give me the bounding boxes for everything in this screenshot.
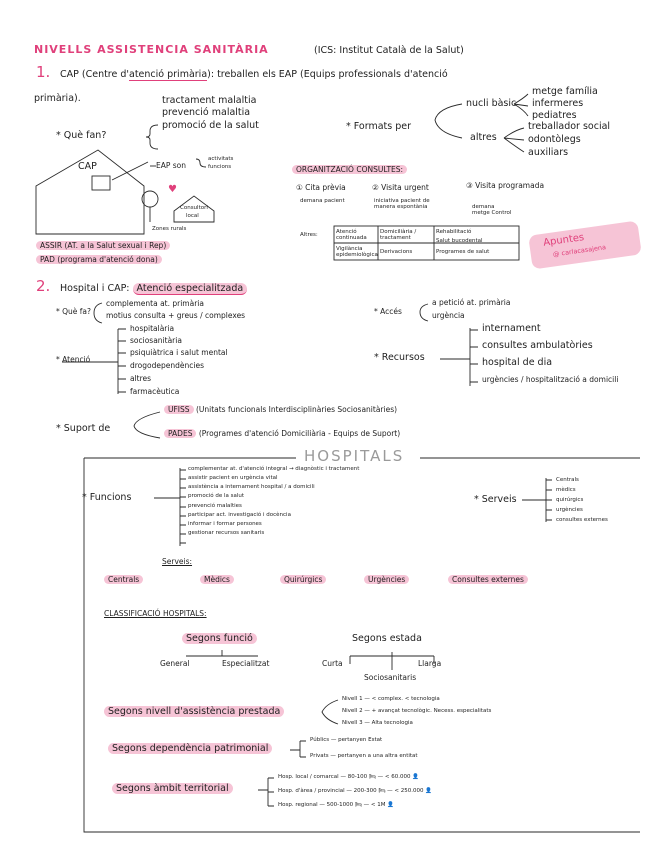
estada-curta: Curta [322,659,343,668]
acces-label: * Accés [374,307,402,316]
atencio-item-3: psiquiàtrica i salut mental [130,348,228,357]
ambit-1: Hosp. local / comarcal — 80-100 🛏 — < 60.000 👤 [278,774,420,780]
que-fan-label: * Què fan? [56,130,107,141]
suport-label: * Suport de [56,423,111,434]
org-item-1-desc: demana pacient [300,198,345,204]
nucli-item-1: metge família [532,86,598,97]
chip-5: Consultes externes [448,576,528,584]
ambit-2: Hosp. d'àrea / provincial — 200-300 🛏 — < 250.000 👤 [278,788,433,794]
que-fan-item-1: tractament malaltia [162,95,257,106]
org-cell-4: Vigilància epidemiològica [336,246,378,259]
atencio-item-1: hospitalària [130,324,175,333]
funcio-item-1: complementar at. d'atenció integral → diagnòstic i tractament [188,466,360,472]
funcions-label: * Funcions [82,492,132,503]
assir-line: ASSIR (AT. a la Salut sexual i Rep) [36,242,170,250]
chip-3: Quirúrgics [280,576,326,584]
org-title: ORGANITZACIÓ CONSULTES: [292,166,407,174]
funcio-item-2: assistir pacient en urgència vital [188,475,278,481]
atencio-item-4: drogodependències [130,361,204,370]
serveis-item-1: Centrals [556,477,579,483]
recursos-label: * Recursos [374,352,425,363]
serveis-item-4: urgències [556,507,583,513]
heart-icon: ♥ [168,184,177,195]
cap-label: CAP [78,161,97,172]
org-item-3-desc: demana metge Control [472,204,512,217]
funcio-item-5: prevenció malalties [188,503,242,509]
recursos-item-1: internament [482,323,541,334]
recursos-item-2: consultes ambulatòries [482,340,593,351]
dependencia-privats: Privats — pertanyen a una altra entitat [310,753,418,759]
funcio-general: General [160,659,190,668]
pad-line: PAD (programa d'atenció dona) [36,256,162,264]
chip-4: Urgències [364,576,409,584]
title-note: (ICS: Institut Català de la Salut) [314,45,464,56]
eap-son: EAP son [156,161,187,170]
altres-item-1: treballador social [528,121,611,132]
ambit-3: Hosp. regional — 500-1000 🛏 — < 1M 👤 [278,802,395,808]
pades-line: PADES (Programes d'atenció Domiciliària - Equips de Suport) [164,430,400,438]
formats-label: * Formats per [346,121,411,132]
serveis-item-2: mèdics [556,487,576,493]
recursos-item-4: urgències / hospitalització a domicili [482,375,619,384]
apuntes-user: @ carlacasajena [552,243,607,259]
acces-item-1: a petició at. primària [432,298,511,307]
funcio-especialitzat: Especialitzat [222,659,270,668]
serveis-item-5: consultes externes [556,517,608,523]
altres-item-2: odontòlegs [528,134,581,145]
org-item-3-label: ③ Visita programada [466,181,545,190]
segons-nivell: Segons nivell d'assistència prestada [104,707,284,717]
funcio-item-3: assistència a internament hospital / a domicili [188,484,315,490]
nucli-item-3: pediatres [532,110,577,121]
section-1-number: 1. [36,63,51,81]
ufiss-line: UFISS (Unitats funcionals Interdisciplinàries Sociosanitàries) [164,406,397,414]
zones-rurals: Zones rurals [152,226,187,232]
org-cell-1: Atenció continuada [336,229,367,242]
org-cell-3: Rehabilitació [436,229,472,235]
que-fa-label: * Què fa? [56,307,92,316]
consultori-2: local [186,213,199,219]
org-cell-7: Programes de salut [436,249,490,255]
org-item-2-label: ② Visita urgent [372,183,429,192]
chip-2: Mèdics [200,576,234,584]
nucli-item-2: infermeres [532,98,584,109]
recursos-item-3: hospital de dia [482,357,553,368]
section-2-number: 2. [36,277,51,295]
segons-dependencia: Segons dependència patrimonial [108,744,272,754]
segons-ambit: Segons àmbit territorial [112,784,233,794]
serveis-label: * Serveis [474,494,517,505]
serveis-heading: Serveis: [162,557,193,566]
org-cell-5: Derivacions [380,249,413,255]
atencio-item-5: altres [130,374,152,383]
eap-small-2: funcions [208,164,232,170]
page-title: NIVELLS ASSISTENCIA SANITÀRIA [34,43,269,56]
segons-estada: Segons estada [352,633,422,644]
que-fan-item-3: promoció de la salut [162,120,259,131]
apuntes-text: Apuntes [542,232,585,249]
acces-item-2: urgència [432,311,465,320]
estada-sociosanitaris: Sociosanitaris [364,673,417,682]
estada-llarga: Llarga [418,659,442,668]
section-2-heading: Hospital i CAP: Atenció especialitzada [60,284,247,294]
org-altres-label: Altres: [300,232,318,238]
segons-funcio: Segons funció [182,634,257,644]
atencio-item-2: sociosanitària [130,336,182,345]
funcio-item-7: informar i formar persones [188,521,262,527]
dependencia-publics: Públics — pertanyen Estat [310,737,383,743]
que-fa-item-1: complementa at. primària [106,299,204,308]
hospitals-title: HOSPITALS [304,447,405,465]
funcio-item-6: participar act. investigació i docència [188,512,291,518]
section-1-heading: CAP (Centre d'atenció primària): treballen els EAP (Equips professionals d'atenció [60,69,448,80]
org-cell-6: Salut bucodental [436,238,483,244]
nivell-3: Nivell 3 — Alta tecnologia [342,720,413,726]
nucli-basic: nucli bàsic [466,98,517,109]
funcio-item-4: promoció de la salut [188,493,245,499]
funcio-item-8: gestionar recursos sanitaris [188,530,265,536]
chip-1: Centrals [104,576,143,584]
consultori-1: Consultori [180,205,208,211]
org-item-2-desc: iniciativa pacient de manera espontània [374,198,430,211]
atencio-label: * Atenció [56,355,91,364]
classificacio-title: CLASSIFICACIÓ HOSPITALS: [104,609,207,618]
org-item-1-label: ① Cita prèvia [296,183,346,192]
altres: altres [470,132,497,143]
nivell-1: Nivell 1 — < complex. < tecnologia [342,696,440,702]
que-fa-item-2: motius consulta + greus / complexes [106,311,246,320]
altres-item-3: auxiliars [528,147,569,158]
org-cell-2: Domiciliària / tractament [380,229,417,242]
que-fan-item-2: prevenció malaltia [162,107,251,118]
section-1-heading-cont: primària). [34,93,81,104]
nivell-2: Nivell 2 — + avançat tecnològic. Necess. especialitats [342,708,492,714]
atencio-item-6: farmacèutica [130,387,180,396]
serveis-item-3: quirúrgics [556,497,584,503]
eap-small-1: activitats [208,156,234,162]
